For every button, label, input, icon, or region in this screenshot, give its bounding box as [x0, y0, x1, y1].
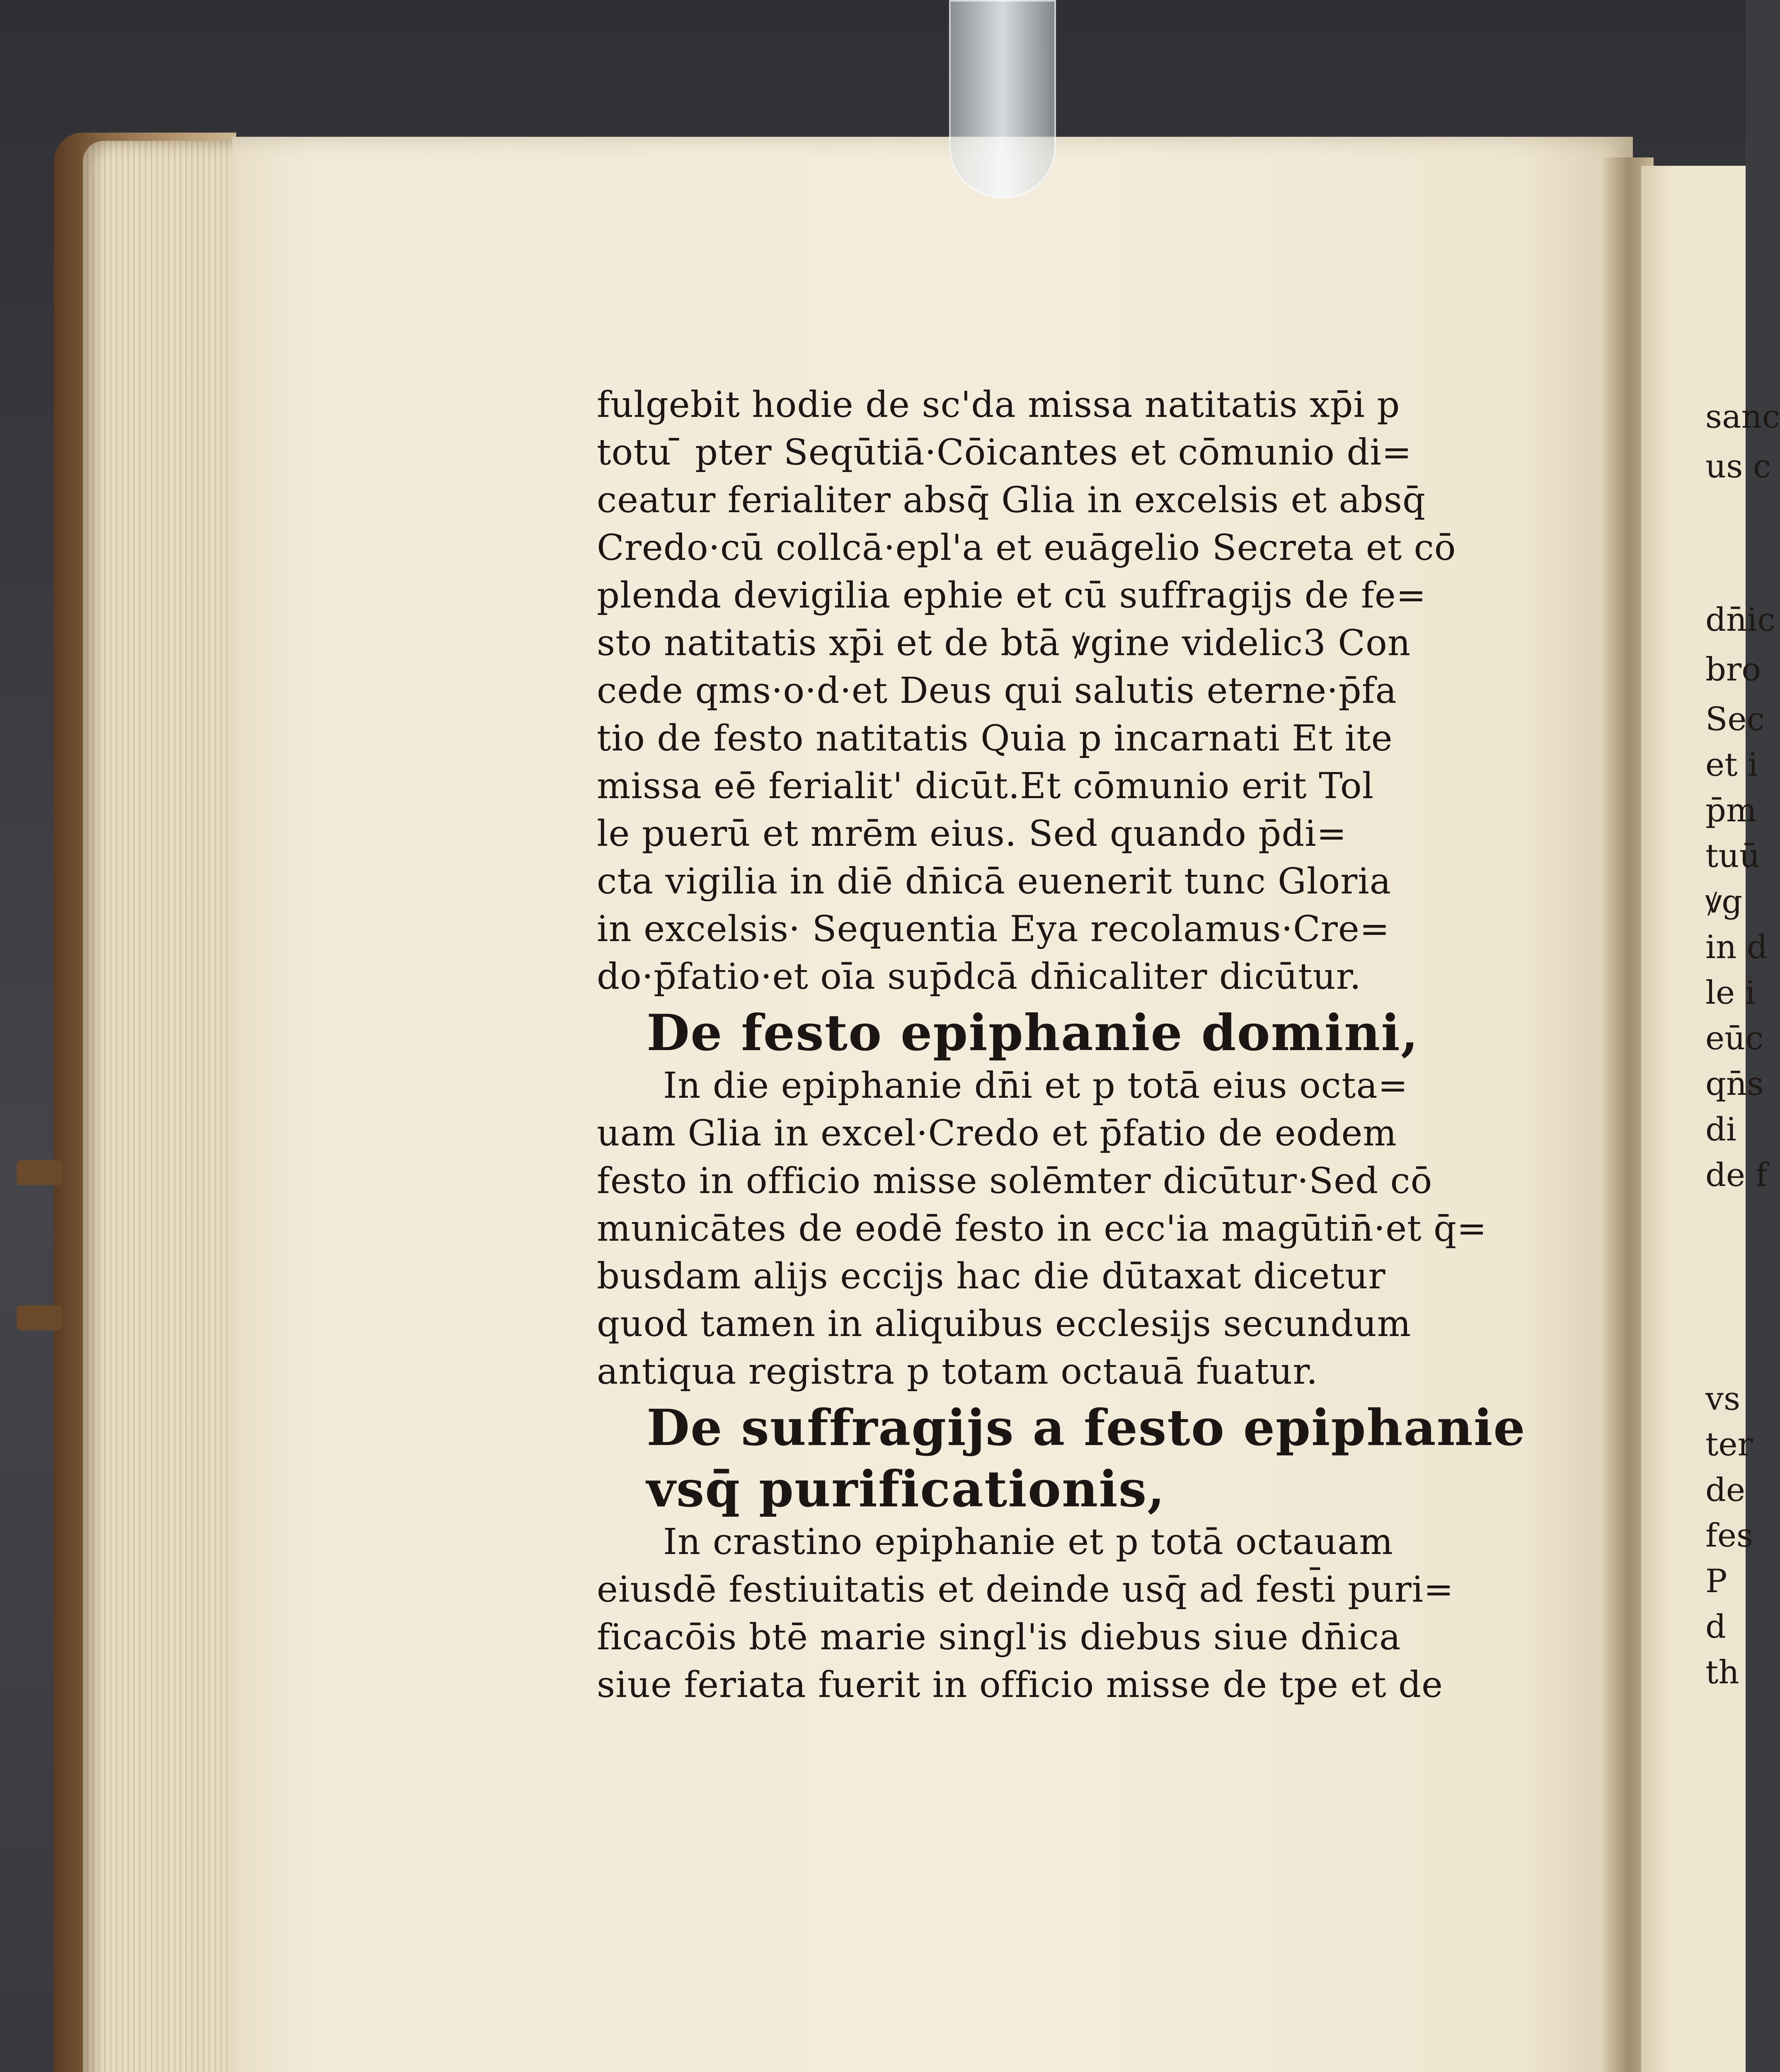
text-line: antiqua registra p totam octauā fuatur.	[597, 1351, 1318, 1392]
section-heading: De festo epiphanie domini,	[647, 1004, 1419, 1062]
section-heading: De suffragijs a festo epiphanie	[647, 1399, 1526, 1457]
text-line: In crastino epiphanie et p totā octauam	[663, 1521, 1393, 1563]
right-page-fragment: dn̄ic	[1705, 601, 1775, 639]
text-line: uam Glia in excel·Credo et p̄fatio de eodem	[597, 1113, 1397, 1154]
text-line: fulgebit hodie de sc'da missa natitatis xp̄i p	[597, 384, 1400, 426]
text-line: eiusdē festiuitatis et deinde usq̄ ad fest̄i puri=	[597, 1569, 1454, 1610]
text-line: missa eē ferialit' dicūt.Et cōmunio erit Tol	[597, 765, 1374, 807]
text-line: festo in officio misse solēmter dicūtur·Sed cō	[597, 1160, 1433, 1202]
right-page-fragment: ꝟg	[1705, 883, 1743, 920]
text-line: cta vigilia in diē dn̄icā euenerit tunc Gloria	[597, 861, 1392, 902]
right-page-fragment: de f	[1705, 1157, 1768, 1194]
right-page-fragment: bro	[1705, 651, 1761, 688]
text-line: totu ̄ pter Seqūtiā·Cōicantes et cōmunio di=	[597, 432, 1412, 473]
text-line: busdam alijs eccijs hac die dūtaxat dicetur	[597, 1256, 1386, 1297]
text-line: plenda devigilia ephie et cū suffragijs de fe=	[597, 575, 1426, 616]
text-line: tio de festo natitatis Quia p incarnati Et ite	[597, 718, 1393, 759]
right-page-fragment: th	[1705, 1654, 1739, 1691]
text-line: le puerū et mrēm eius. Sed quando p̄di=	[597, 813, 1347, 854]
right-page-fragment: fes	[1705, 1517, 1753, 1554]
text-block	[597, 381, 1526, 1706]
right-page-fragment: sanc	[1705, 398, 1780, 436]
section-heading: vsq̄ purificationis,	[647, 1460, 1166, 1518]
text-line: cede qms·o·d·et Deus qui salutis eterne·p̄fa	[597, 670, 1397, 712]
text-line: quod tamen in aliquibus ecclesijs secundum	[597, 1303, 1412, 1345]
text-line: Credo·cū collcā·epl'a et euāgelio Secreta et cō	[597, 527, 1456, 569]
right-page-fragment: vs	[1705, 1380, 1741, 1418]
right-page-fragment: P	[1705, 1563, 1727, 1600]
clasp-bottom	[17, 1305, 62, 1330]
text-line: do·p̄fatio·et oīa sup̄dcā dn̄icaliter dicūtur.	[597, 956, 1361, 997]
text-line: siue feriata fuerit in officio misse de tpe et de	[597, 1664, 1443, 1706]
right-page-fragment: d	[1705, 1608, 1726, 1646]
right-page-fragment: le i	[1705, 974, 1756, 1012]
text-line: municātes de eodē festo in ecc'ia magūtin̄·et q̄=	[597, 1208, 1487, 1249]
book-clamp-top	[949, 0, 1056, 198]
text-line: In die epiphanie dn̄i et p totā eius octa=	[663, 1065, 1408, 1106]
right-page-fragment: di	[1705, 1111, 1736, 1148]
right-page-fragment: p̄m	[1705, 792, 1757, 829]
text-line: ficacōis btē marie singl'is diebus siue dn̄ica	[597, 1617, 1401, 1658]
right-page-fragment: us c	[1705, 448, 1771, 485]
page-edges	[83, 141, 257, 2072]
text-line: sto natitatis xp̄i et de btā ꝟgine videlic3 Con	[597, 622, 1411, 664]
right-page-fragment: in d	[1705, 929, 1768, 966]
text-line: ceatur ferialiter absq̄ Glia in excelsis et absq̄	[597, 479, 1426, 521]
right-page-fragment: Sec	[1705, 701, 1765, 738]
clasp-top	[17, 1160, 62, 1185]
right-page-fragment: qn̄s	[1705, 1065, 1764, 1103]
right-page-fragment: et i	[1705, 746, 1758, 784]
right-page-fragment: eūc	[1705, 1020, 1764, 1057]
right-page-fragment: ter	[1705, 1426, 1753, 1463]
text-line: in excelsis· Sequentia Eya recolamus·Cre=	[597, 908, 1390, 950]
right-page-fragment: tuū	[1705, 838, 1760, 875]
right-page-fragment: de	[1705, 1472, 1746, 1509]
